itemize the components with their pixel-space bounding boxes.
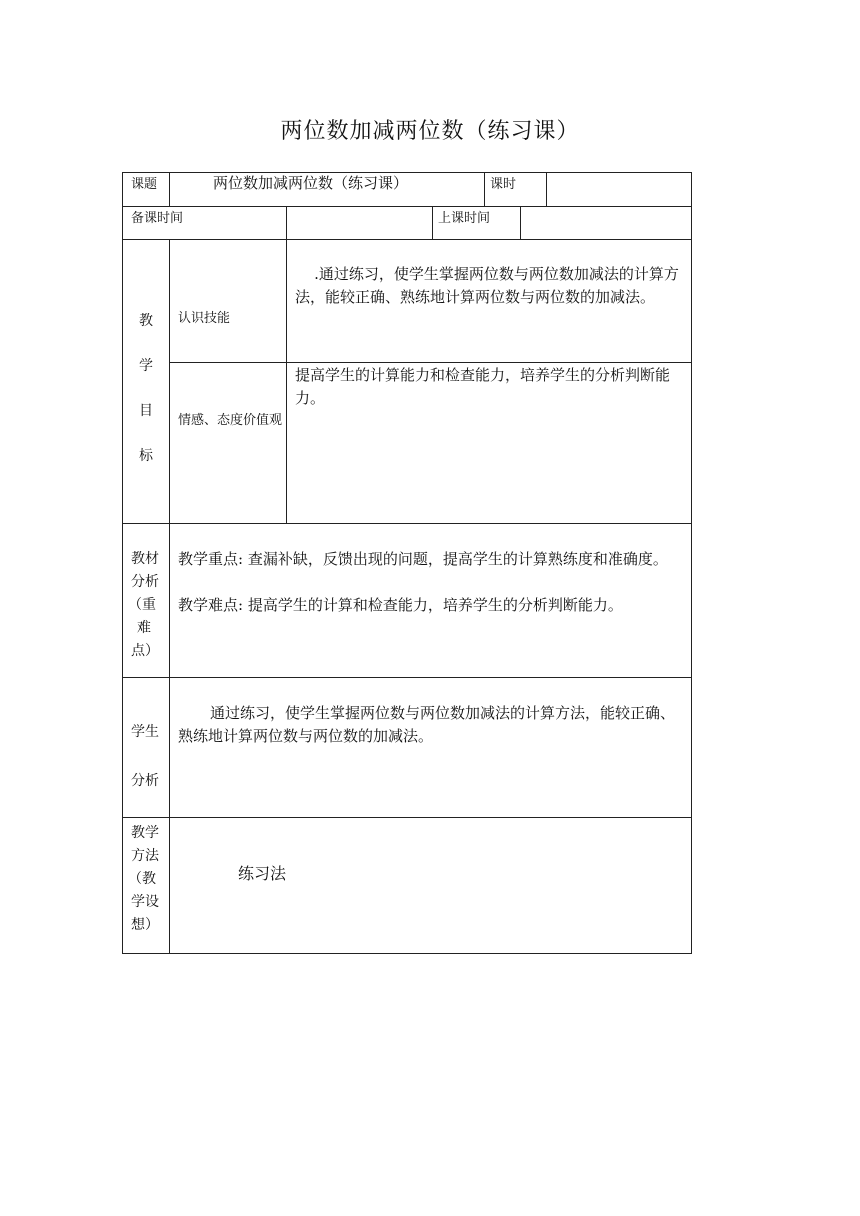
student-section-label-1: 学生 [131, 724, 159, 740]
table-rule [122, 677, 692, 678]
material-section-label-5: 点） [131, 643, 159, 659]
key-point-text: 教学重点: 查漏补缺，反馈出现的问题，提高学生的计算熟练度和准确度。 [178, 550, 668, 568]
table-rule [122, 172, 123, 954]
method-section-label-1: 教学 [131, 825, 159, 841]
topic-label: 课题 [131, 177, 158, 192]
method-section-label-5: 想） [131, 917, 159, 933]
material-section-label-1: 教材 [131, 551, 159, 567]
goals-section-label-2: 学 [139, 358, 153, 374]
goals-section-label-1: 教 [139, 313, 153, 329]
material-section-label-2: 分析 [131, 574, 159, 590]
attitude-text: 提高学生的计算能力和检查能力，培养学生的分析判断能力。 [295, 366, 671, 407]
student-section-label-2: 分析 [131, 773, 159, 789]
class-time-label: 上课时间 [438, 211, 491, 226]
topic-value: 两位数加减两位数（练习课） [213, 174, 409, 192]
knowledge-text: .通过练习，使学生掌握两位数与两位数加减法的计算方法，能较正确、熟练地计算两位数与两位数的加减法。 [295, 265, 679, 306]
table-rule [122, 953, 692, 954]
table-rule [169, 239, 170, 954]
prep-time-label: 备课时间 [131, 211, 184, 226]
knowledge-label: 认识技能 [178, 311, 231, 326]
method-section-label-3: （教 [128, 871, 156, 887]
material-section-label-4: 难 [137, 620, 151, 636]
difficulty-text: 教学难点: 提高学生的计算和检查能力，培养学生的分析判断能力。 [178, 596, 623, 614]
table-rule [122, 206, 692, 207]
method-text: 练习法 [238, 864, 287, 883]
goals-section-label-4: 标 [139, 448, 153, 464]
hours-label: 课时 [490, 177, 517, 192]
table-rule [286, 206, 287, 524]
table-rule [432, 206, 433, 240]
table-rule [546, 172, 547, 206]
table-rule [691, 172, 692, 954]
page-title: 两位数加减两位数（练习课） [280, 119, 580, 144]
table-rule [122, 172, 692, 173]
method-section-label-4: 学设 [131, 894, 159, 910]
table-rule [122, 523, 692, 524]
table-rule [169, 172, 170, 206]
table-rule [122, 817, 692, 818]
goals-section-label-3: 目 [139, 403, 153, 419]
method-section-label-2: 方法 [131, 848, 159, 864]
table-rule [169, 362, 692, 363]
attitude-label: 情感、态度价值观 [178, 413, 283, 428]
student-analysis-text: 通过练习，使学生掌握两位数与两位数加减法的计算方法，能较正确、熟练地计算两位数与两位数的加减法。 [178, 704, 676, 745]
table-rule [122, 239, 692, 240]
table-rule [484, 172, 485, 206]
table-rule [520, 206, 521, 240]
material-section-label-3: （重 [128, 597, 156, 613]
